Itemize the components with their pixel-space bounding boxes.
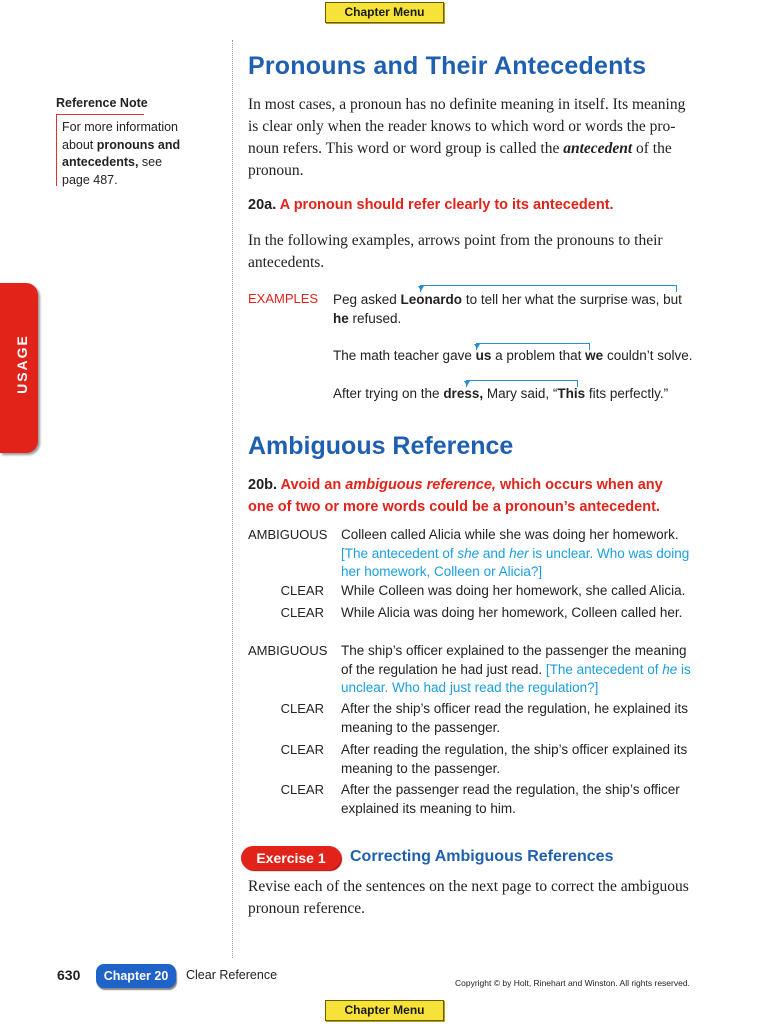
clear-example-2c: After the passenger read the regulation, the ship’s officer explained its meaning to him.	[341, 782, 680, 816]
label-clear-2a: CLEAR	[280, 701, 324, 716]
chapter-menu-button-bottom[interactable]: Chapter Menu	[325, 1000, 444, 1021]
column-divider	[232, 40, 233, 958]
clear-example-2a: After the ship’s officer read the regulation, he explained its meaning to the passenger.	[341, 701, 688, 735]
example-2: The math teacher gave us a problem that we couldn’t solve.	[333, 348, 693, 363]
example-3: After trying on the dress, Mary said, “This fits perfectly.”	[333, 386, 669, 401]
section-title-pronouns: Pronouns and Their Antecedents	[248, 52, 647, 80]
ambiguous-example-1: Colleen called Alicia while she was doing her homework. [The antecedent of she and her is unclear. Who was doing her homework, Colleen or Alicia?]	[341, 527, 690, 579]
reference-note-bar	[56, 114, 57, 186]
chapter-badge[interactable]: Chapter 20	[96, 964, 176, 988]
label-ambiguous-1: AMBIGUOUS	[248, 527, 328, 542]
reference-note-rule	[56, 114, 144, 115]
label-ambiguous-2: AMBIGUOUS	[248, 643, 328, 658]
usage-tab-label: USAGE	[14, 334, 30, 394]
label-clear-2b: CLEAR	[280, 742, 324, 757]
examples-intro: In the following examples, arrows point from the pronouns to their antecedents.	[248, 232, 663, 271]
arrow-ex3	[467, 380, 577, 381]
chapter-name: Clear Reference	[186, 968, 278, 982]
examples-label: EXAMPLES	[248, 291, 319, 306]
section-title-ambiguous: Ambiguous Reference	[248, 432, 514, 460]
clear-example-1b: While Alicia was doing her homework, Colleen called her.	[341, 605, 683, 620]
intro-paragraph: In most cases, a pronoun has no definite meaning in itself. Its meaning is clear only when the reader knows to which word or words the pro-noun refers. This word or word group is called the antecedent of the pronoun.	[248, 96, 686, 179]
label-clear-1b: CLEAR	[280, 605, 324, 620]
exercise-title: Correcting Ambiguous References	[350, 848, 614, 865]
copyright-notice: Copyright © by Holt, Rinehart and Winston. All rights reserved.	[455, 978, 690, 988]
chapter-menu-button-top[interactable]: Chapter Menu	[325, 2, 444, 23]
label-clear-1a: CLEAR	[280, 583, 324, 598]
reference-note-body: For more information about pronouns and antecedents, see page 487.	[62, 120, 181, 187]
arrow-ex2	[477, 343, 589, 344]
clear-example-1a: While Colleen was doing her homework, she called Alicia.	[341, 583, 686, 598]
ambiguous-example-2: The ship’s officer explained to the passenger the meaning of the regulation he had just read. [The antecedent of he is unclear. Who had just read the regulation?]	[341, 643, 691, 695]
rule-20b: 20b. Avoid an ambiguous reference, which occurs when any one of two or more words could be a pronoun’s antecedent.	[248, 477, 663, 515]
reference-note-heading: Reference Note	[56, 96, 148, 110]
rule-20a: 20a. A pronoun should refer clearly to its antecedent.	[248, 197, 614, 213]
exercise-instructions: Revise each of the sentences on the next page to correct the ambiguous pronoun reference.	[248, 878, 689, 917]
arrow-ex1	[421, 285, 676, 286]
exercise-badge: Exercise 1	[241, 846, 341, 870]
page-number: 630	[57, 967, 81, 983]
label-clear-2c: CLEAR	[280, 782, 324, 797]
clear-example-2b: After reading the regulation, the ship’s officer explained its meaning to the passenger.	[341, 742, 688, 776]
example-1: Peg asked Leonardo to tell her what the surprise was, but he refused.	[333, 292, 682, 326]
